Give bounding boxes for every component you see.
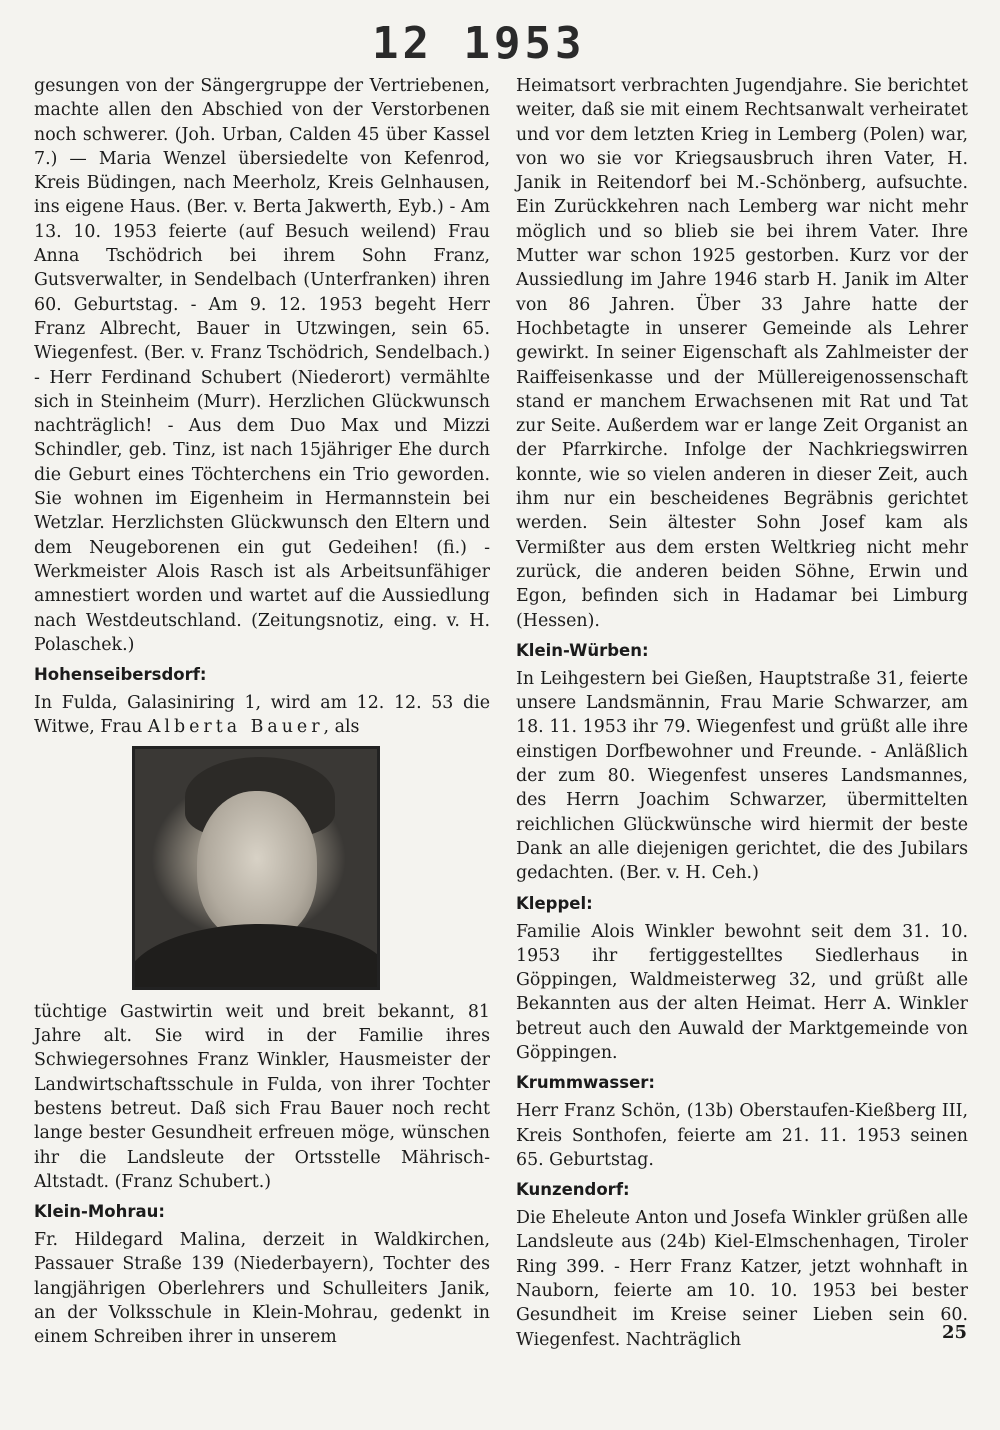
- page-number: 25: [942, 1322, 968, 1343]
- left-column: [34, 74, 490, 1354]
- date-stamp: 12 1953: [372, 18, 586, 69]
- section-heading-kleppel: Kleppel:: [516, 893, 593, 913]
- article-paragraph: Familie Alois Winkler bewohnt seit dem 31. 10. 1953 ihr fertiggestelltes Siedlerhaus in Göppingen, Waldmeisterweg 32, und grüßt alle Bekannten aus der alten Heimat. Herr A. Winkler betreut auch den Auwald der Marktgemeinde von Göppingen.: [516, 921, 968, 1063]
- right-column: [516, 74, 968, 1356]
- section-heading-klein-mohrau: Klein-Mohrau:: [34, 1202, 166, 1222]
- article-paragraph: Die Eheleute Anton und Josefa Winkler grüßen alle Landsleute aus (24b) Kiel-Elmschenhagen, Tiroler Ring 399. - Herr Franz Katzer, jetzt wohnhaft in Nauborn, feierte am 10. 10. 1953 bei bester Gesundheit im Kreise seiner Lieben sein 60. Wiegenfest. Nachträglich: [516, 1208, 968, 1350]
- article-paragraph: [34, 691, 490, 740]
- photo-body: [132, 924, 380, 990]
- photo-face: [197, 791, 317, 941]
- section-heading-kunzendorf: Kunzendorf:: [516, 1180, 630, 1200]
- article-paragraph: In Leihgestern bei Gießen, Hauptstraße 31, feierte unsere Landsmännin, Frau Marie Schwarzer, am 18. 11. 1953 ihr 79. Wiegenfest und grüßt alle ihre einstigen Dorfbewohner und Freunde. - Anläßlich der zum 80. Wiegenfest unseres Landsmannes, des Herrn Joachim Schwarzer, übermittelten reichlichen Glückwünsche wird hiermit der beste Dank an alle diejenigen gerichtet, die des Jubilars gedachten. (Ber. v. H. Ceh.): [516, 668, 968, 884]
- text-segment: In Fulda, Galasiniring 1, wird am 12. 12. 53 die Witwe, Frau: [34, 693, 490, 738]
- section-heading-klein-wuerben: Klein-Würben:: [516, 640, 649, 660]
- article-paragraph: Fr. Hildegard Malina, derzeit in Waldkirchen, Passauer Straße 139 (Niederbayern), Tochter des langjährigen Oberlehrers und Schulleiters Janik, an der Volksschule in Klein-Mohrau, gedenkt in einem Schreiben ihrer in unserem: [34, 1230, 490, 1348]
- portrait-photo: [132, 746, 380, 990]
- section-heading-hohenseibersdorf: Hohenseibersdorf:: [34, 665, 207, 685]
- article-paragraph: gesungen von der Sängergruppe der Vertriebenen, machte allen den Abschied von der Verstorbenen noch schwerer. (Joh. Urban, Calden 45 über Kassel 7.) — Maria Wenzel übersiedelte von Kefenrod, Kreis Büdingen, nach Meerholz, Kreis Gelnhausen, ins eigene Haus. (Ber. v. Berta Jakwerth, Eyb.) - Am 13. 10. 1953 feierte (auf Besuch weilend) Frau Anna Tschödrich bei ihrem Sohn Franz, Gutsverwalter, in Sendelbach (Unterfranken) ihren 60. Geburtstag. - Am 9. 12. 1953 begeht Herr Franz Albrecht, Bauer in Utzwingen, sein 65. Wiegenfest. (Ber. v. Franz Tschödrich, Sendelbach.) - Herr Ferdinand Schubert (Niederort) vermählte sich in Steinheim (Murr). Herzlichen Glückwunsch nachträglich! - Aus dem Duo Max und Mizzi Schindler, geb. Tinz, ist nach 15jähriger Ehe durch die Geburt eines Töchterchens ein Trio geworden. Sie wohnen im Eigenheim in Hermannstein bei Wetzlar. Herzlichsten Glückwunsch den Eltern und dem Neugeborenen ein gut Gedeihen! (fi.) - Werkmeister Alois Rasch ist als Arbeitsunfähiger amnestiert worden und wartet auf die Aussiedlung nach Westdeutschland. (Zeitungsnotiz, eing. v. H. Polaschek.): [34, 76, 490, 655]
- highlighted-name: Alberta Bauer: [147, 717, 324, 738]
- text-segment: , als: [323, 717, 360, 738]
- article-paragraph: Heimatsort verbrachten Jugendjahre. Sie berichtet weiter, daß sie mit einem Rechtsanwalt verheiratet und vor dem letzten Krieg in Lemberg (Polen) war, von wo sie vor Kriegsausbruch ihren Vater, H. Janik in Reitendorf bei M.-Schönberg, aufsuchte. Ein Zurückkehren nach Lemberg war nicht mehr möglich und so blieb sie bei ihrem Vater. Ihre Mutter war schon 1925 gestorben. Kurz vor der Aussiedlung im Jahre 1946 starb H. Janik im Alter von 86 Jahren. Über 33 Jahre hatte der Hochbetagte in unserer Gemeinde als Lehrer gewirkt. In seiner Eigenschaft als Zahlmeister der Raiffeisenkasse und der Müllereigenossenschaft stand er manchem Erwachsenen mit Rat und Tat zur Seite. Außerdem war er lange Zeit Organist an der Pfarrkirche. Infolge der Nachkriegswirren konnte, wie so vielen anderen in dieser Zeit, auch ihm nur ein bescheidenes Begräbnis gerichtet werden. Sein ältester Sohn Josef kam als Vermißter aus dem ersten Weltkrieg nicht mehr zurück, die anderen beiden Söhne, Erwin und Egon, befinden sich in Hadamar bei Limburg (Hessen).: [516, 76, 968, 631]
- article-paragraph: tüchtige Gastwirtin weit und breit bekannt, 81 Jahre alt. Sie wird in der Familie ihres Schwiegersohnes Franz Winkler, Hausmeister der Landwirtschaftsschule in Fulda, von ihrer Tochter bestens betreut. Daß sich Frau Bauer noch recht lange bester Gesundheit erfreuen möge, wünschen ihr die Landsleute der Ortsstelle Mährisch-Altstadt. (Franz Schubert.): [34, 1001, 490, 1192]
- article-paragraph: Herr Franz Schön, (13b) Oberstaufen-Kießberg III, Kreis Sonthofen, feierte am 21. 11. 1953 seinen 65. Geburtstag.: [516, 1101, 968, 1170]
- section-heading-krummwasser: Krummwasser:: [516, 1073, 656, 1093]
